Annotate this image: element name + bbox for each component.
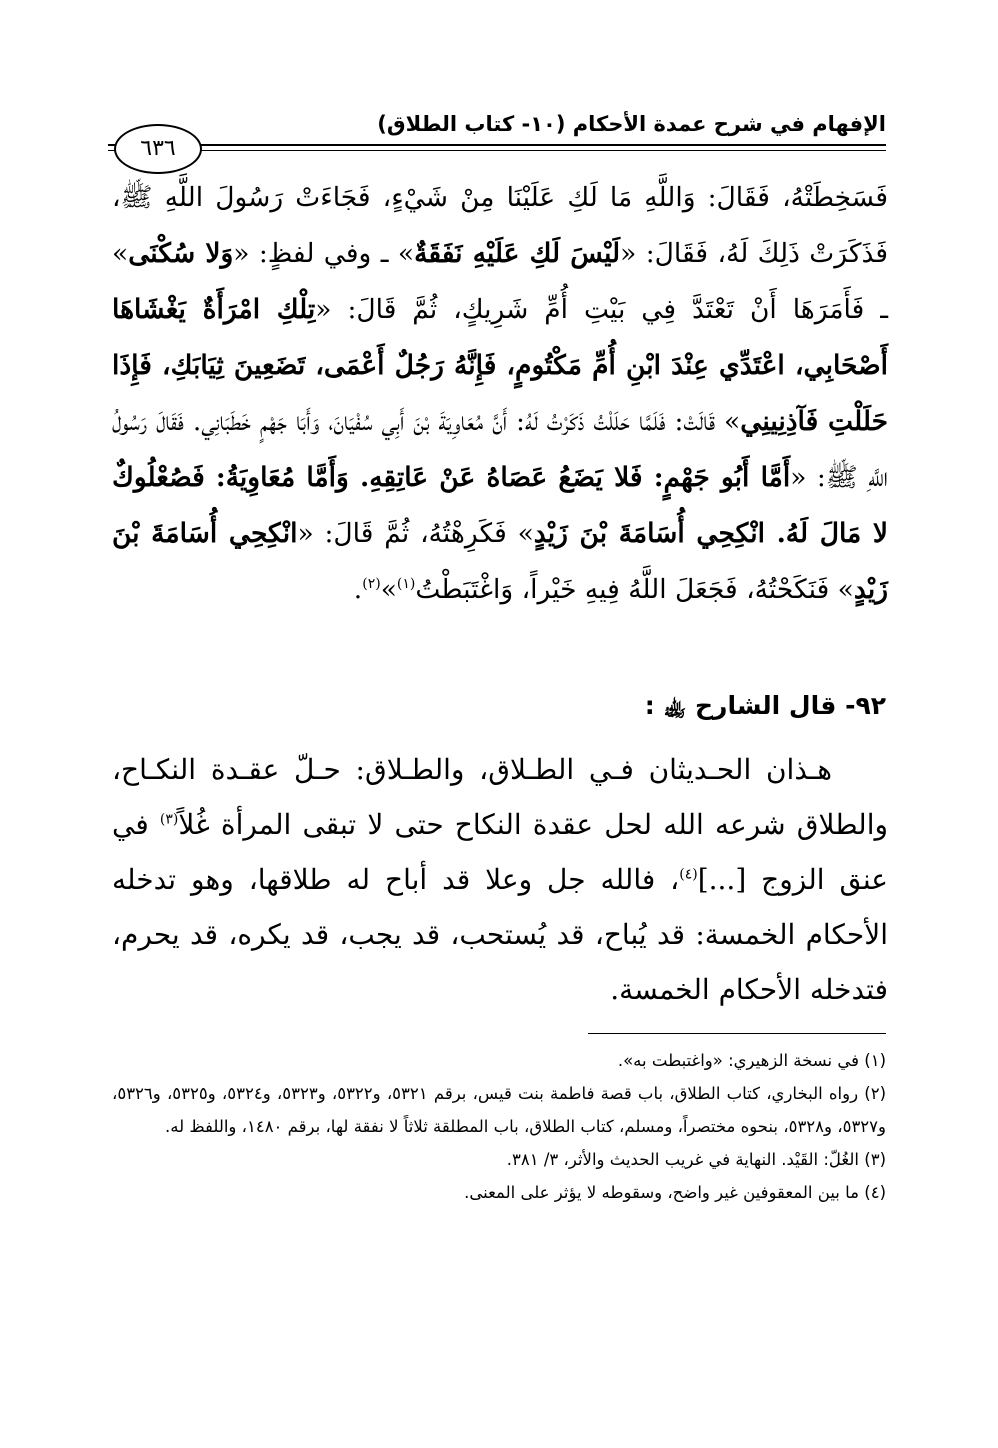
- hadith-text-segment: »: [380, 574, 397, 605]
- footnote-item: (١) في نسخة الزهيري: «واغتبطت به».: [617, 1051, 886, 1070]
- header-rule-thin: [108, 150, 886, 151]
- footnote-marker[interactable]: (٤): [679, 866, 698, 883]
- hadith-text-segment: » ـ فَأَمَرَهَا أَنْ تَعْتَدَّ فِي بَيْتِ أُمِّ شَرِيكٍ، ثُمَّ قَالَ: «: [112, 238, 888, 325]
- footnote-marker[interactable]: (١): [396, 576, 416, 593]
- footnote-item: (٤) ما بين المعقوفين غير واضح، وسقوطه لا يؤثر على المعنى.: [464, 1183, 886, 1202]
- hadith-quote-bold: وَلا سُكْنَى: [128, 238, 234, 269]
- footnote-marker[interactable]: (٣): [159, 811, 179, 828]
- commentary-text-segment: هـذان الحـديثان فـي الطـلاق، والطـلاق: حـلّ عقـدة النكـاح، والطلاق شرعه الله لحل عقدة النكاح حتى لا تبقى المرأة غُلاً: [112, 753, 889, 841]
- commentary-text-segment: في عنق الزوج [...]: [112, 808, 888, 896]
- hadith-text-segment: » ـ وفي لفظٍ: «: [233, 238, 415, 269]
- hadith-text-segment: » قَالَتْ: فَلَمَّا حَلَلْتُ ذَكَرْتُ لَهُ: أَنَّ مُعَاوِيَةَ بْنَ أَبِي سُفْيَانَ، وَأَبَا جَهْمٍ خَطَبَانِي. فَقَالَ رَسُولُ اللَّهِ ﷺ: «: [112, 406, 888, 493]
- footnote-separator: [588, 1033, 886, 1034]
- hadith-text-segment: » فَنَكَحْتُهُ، فَجَعَلَ اللَّهُ فِيهِ خَيْراً، وَاغْتَبَطْتُ: [415, 574, 854, 605]
- footnote-marker[interactable]: (٢): [362, 576, 381, 593]
- hadith-quote-bold: لَيْسَ لَكِ عَلَيْهِ نَفَقَةٌ: [414, 238, 621, 269]
- hadith-quote-bold: انْكِحِي أُسَامَةَ بْنَ زَيْدٍ: [112, 518, 888, 605]
- footnote-item: (٣) الغُلّ: القَيْد. النهاية في غريب الحديث والأثر، ٣/ ٣٨١.: [506, 1150, 886, 1169]
- section-heading: ٩٢- قال الشارح ﵀ :: [644, 691, 886, 720]
- footnote-item: (٢) رواه البخاري، كتاب الطلاق، باب قصة فاطمة بنت قيس، برقم ٥٣٢١، و٥٣٢٢، و٥٣٢٣، و٥٣٢٤، و٥٣٢٥، و٥٣٢٦، و٥٣٢٧، و٥٣٢٨، بنحوه مختصراً، ومسلم، كتاب الطلاق، باب المطلقة ثلاثاً لا نفقة لها، برقم ١٤٨٠، واللفظ له.: [112, 1084, 887, 1136]
- commentary-text-segment: ، فالله جل وعلا قد أباح له طلاقها، وهو تدخله الأحكام الخمسة: قد يُباح، قد يُستحب، قد يجب، قد يكره، قد يحرم، فتدخله الأحكام الخمسة.: [112, 863, 888, 1006]
- hadith-text-segment: .: [353, 574, 363, 605]
- page-number-badge: ٦٣٦: [114, 124, 202, 174]
- hadith-text-segment: » فَكَرِهْتُهُ، ثُمَّ قَالَ: «: [297, 518, 534, 549]
- header-rule: [108, 144, 886, 146]
- running-header-title: الإفهام في شرح عمدة الأحكام (١٠- كتاب الطلاق): [377, 112, 886, 136]
- footnotes: [112, 1044, 886, 1209]
- commentary-paragraph: [112, 742, 888, 1017]
- hadith-quote-bold: تِلْكِ امْرَأَةٌ يَغْشَاهَا أَصْحَابِي، اعْتَدِّي عِنْدَ ابْنِ أُمِّ مَكْتُومٍ، فَإِنَّهُ رَجُلٌ أَعْمَى، تَضَعِينَ ثِيَابَكِ، فَإِذَا حَلَلْتِ فَآذِنِينِي: [112, 294, 888, 437]
- hadith-text-segment: فَسَخِطَتْهُ، فَقَالَ: وَاللَّهِ مَا لَكِ عَلَيْنَا مِنْ شَيْءٍ، فَجَاءَتْ رَسُولَ اللَّهِ ﷺ، فَذَكَرَتْ ذَلِكَ لَهُ، فَقَالَ: «: [112, 182, 889, 269]
- hadith-quote-bold: أَمَّا أَبُو جَهْمٍ: فَلا يَضَعُ عَصَاهُ عَنْ عَاتِقِهِ. وَأَمَّا مُعَاوِيَةُ: فَصُعْلُوكٌ لا مَالَ لَهُ. انْكِحِي أُسَامَةَ بْنَ زَيْدٍ: [112, 462, 888, 549]
- hadith-text: [112, 170, 888, 618]
